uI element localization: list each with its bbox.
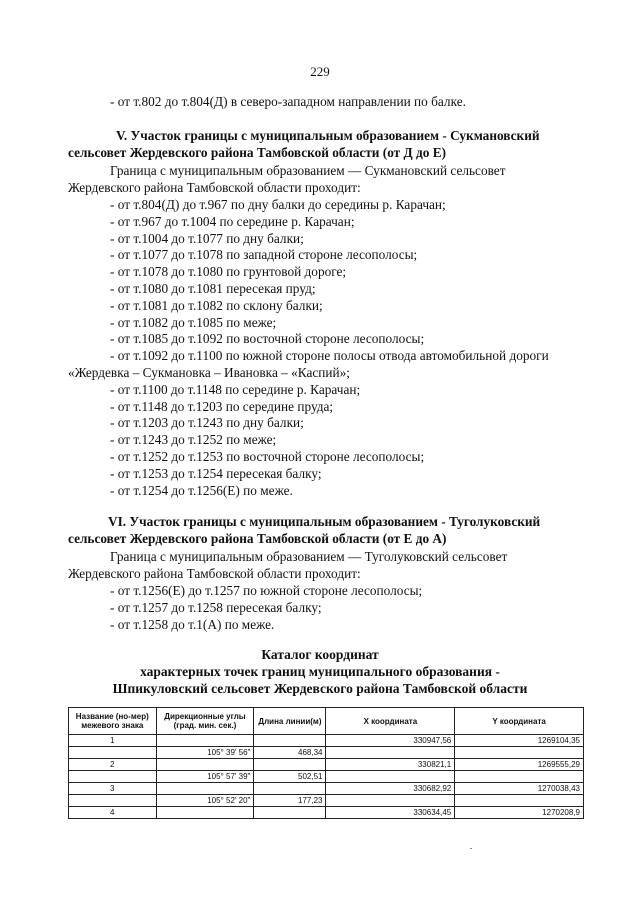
cell-length xyxy=(254,783,326,795)
cell-angle xyxy=(156,807,254,819)
section-6-list-item: - от т.1258 до т.1(А) по меже. xyxy=(110,616,275,632)
section-5-list-item: - от т.1080 до т.1081 пересекая пруд; xyxy=(110,281,316,296)
section-5-list-item: - от т.1077 до т.1078 по западной стороне лесополосы; xyxy=(110,247,418,263)
cell-angle xyxy=(156,783,254,795)
table-row xyxy=(69,759,584,771)
section-5-list-item: «Жердевка – Сукмановка – Ивановка – «Каспий»; xyxy=(68,365,350,380)
table-row xyxy=(69,735,584,747)
cell-name xyxy=(69,771,157,783)
section-5-heading-line-1: V. Участок границы с муниципальным образованием - Сукмановский xyxy=(116,128,540,143)
table-row xyxy=(69,795,584,807)
catalog-title-line-2: характерных точек границ муниципального образования - xyxy=(140,664,500,679)
cell-x xyxy=(326,747,455,759)
cell-length: 177,23 xyxy=(254,795,326,807)
header-x: X координата xyxy=(326,708,455,735)
table-row xyxy=(69,807,584,819)
cell-angle xyxy=(156,735,254,747)
section-5-list-item: - от т.1081 до т.1082 по склону балки; xyxy=(110,297,323,313)
intro-line: - от т.802 до т.804(Д) в северо-западном направлении по балке. xyxy=(110,94,466,109)
section-6-list-item: - от т.1256(Е) до т.1257 по южной стороне лесополосы; xyxy=(110,583,423,598)
header-angles: Дирекционные углы (град. мин. сек.) xyxy=(156,708,254,735)
section-6-lead-line-2: Жердевского района Тамбовской области проходит: xyxy=(68,566,361,581)
table-row xyxy=(69,747,584,759)
section-5-lead-line-2: Жердевского района Тамбовской области проходит: xyxy=(68,180,361,195)
cell-x xyxy=(326,771,455,783)
page-number: 229 xyxy=(310,64,330,79)
section-6-heading-line-2: сельсовет Жердевского района Тамбовской области (от Е до А) xyxy=(68,531,447,546)
section-5-list-item: - от т.1148 до т.1203 по середине пруда; xyxy=(110,398,334,414)
section-5-list-item: - от т.967 до т.1004 по середине р. Карачан; xyxy=(110,213,355,229)
coordinates-table xyxy=(68,707,584,819)
section-5-list-item: - от т.1243 до т.1252 по меже; xyxy=(110,432,277,448)
header-length: Длина линии(м) xyxy=(254,708,326,735)
section-5-list-item: - от т.804(Д) до т.967 по дну балки до середины р. Карачан; xyxy=(110,197,446,212)
cell-length xyxy=(254,759,326,771)
section-5-list-item: - от т.1203 до т.1243 по дну балки; xyxy=(110,415,304,431)
catalog-title-line-3: Шпикуловский сельсовет Жердевского района Тамбовской области xyxy=(112,681,528,696)
section-5-list-item: - от т.1100 до т.1148 по середине р. Карачан; xyxy=(110,381,361,397)
section-5-list-item: - от т.1085 до т.1092 по восточной стороне лесополосы; xyxy=(110,331,425,347)
cell-angle: 105° 39' 56" xyxy=(156,747,254,759)
cell-name: 4 xyxy=(69,807,157,819)
catalog-title-line-1: Каталог координат xyxy=(261,647,379,662)
scan-speck xyxy=(470,848,472,849)
cell-name: 2 xyxy=(69,759,157,771)
section-6-list-item: - от т.1257 до т.1258 пересекая балку; xyxy=(110,599,322,615)
cell-length xyxy=(254,807,326,819)
header-name: Название (но-мер) межевого знака xyxy=(69,708,157,735)
cell-x: 330821,1 xyxy=(326,759,455,771)
cell-length xyxy=(254,735,326,747)
section-5-heading-line-2: сельсовет Жердевского района Тамбовской области (от Д до Е) xyxy=(68,145,446,160)
cell-name: 3 xyxy=(69,783,157,795)
table-row xyxy=(69,771,584,783)
section-6-lead-line-1: Граница с муниципальным образованием — Туголуковский сельсовет xyxy=(110,549,508,564)
cell-y: 1270038,43 xyxy=(455,783,584,795)
header-y: Y координата xyxy=(455,708,584,735)
section-5-list-item: - от т.1252 до т.1253 по восточной стороне лесополосы; xyxy=(110,449,425,464)
cell-name xyxy=(69,795,157,807)
cell-length: 502,51 xyxy=(254,771,326,783)
cell-y xyxy=(455,795,584,807)
section-5-list-item: - от т.1254 до т.1256(Е) по меже. xyxy=(110,482,293,498)
cell-angle xyxy=(156,759,254,771)
table-row xyxy=(69,783,584,795)
section-5-list-item: - от т.1092 до т.1100 по южной стороне полосы отвода автомобильной дороги xyxy=(110,348,549,364)
cell-x: 330682,92 xyxy=(326,783,455,795)
cell-x: 330634,45 xyxy=(326,807,455,819)
cell-name: 1 xyxy=(69,735,157,747)
cell-y: 1269104,35 xyxy=(455,735,584,747)
cell-angle: 105° 52' 20" xyxy=(156,795,254,807)
section-5-list-item: - от т.1004 до т.1077 по дну балки; xyxy=(110,230,304,246)
cell-y: 1269555,29 xyxy=(455,759,584,771)
cell-length: 468,34 xyxy=(254,747,326,759)
table-header-row xyxy=(69,708,584,735)
section-5-lead-line-1: Граница с муниципальным образованием — Сукмановский сельсовет xyxy=(110,163,506,178)
cell-y xyxy=(455,771,584,783)
section-5-list-item: - от т.1253 до т.1254 пересекая балку; xyxy=(110,465,322,481)
section-5-list-item: - от т.1082 до т.1085 по меже; xyxy=(110,314,277,330)
section-5-list-item: - от т.1078 до т.1080 по грунтовой дороге; xyxy=(110,264,347,280)
cell-y xyxy=(455,747,584,759)
cell-x xyxy=(326,795,455,807)
cell-x: 330947,56 xyxy=(326,735,455,747)
cell-name xyxy=(69,747,157,759)
cell-y: 1270208,9 xyxy=(455,807,584,819)
cell-angle: 105° 57' 39" xyxy=(156,771,254,783)
section-6-heading-line-1: VI. Участок границы с муниципальным образованием - Туголуковский xyxy=(108,514,541,529)
